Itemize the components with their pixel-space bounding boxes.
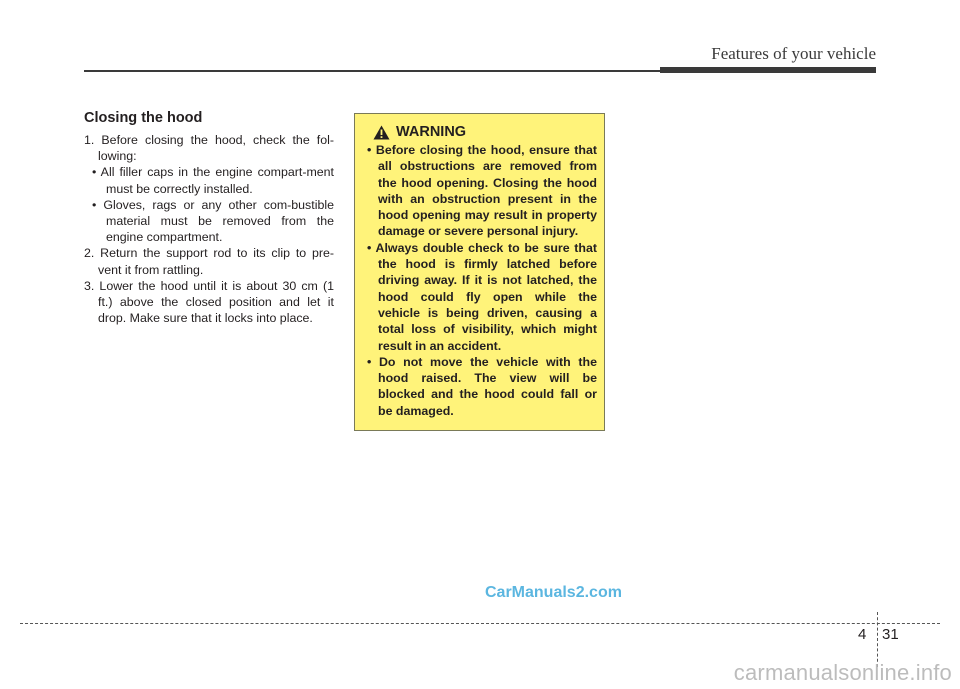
- bullet-filler-caps: • All filler caps in the engine compart-ment must be correctly installed.: [92, 165, 334, 196]
- step-1: 1. Before closing the hood, check the fol-lowing:: [84, 133, 334, 164]
- warning-item-latched: • Always double check to be sure that the hood is firmly latched before driving away. If it is not latched, the hood could fly open while the vehicle is being driven, causing a total loss of visibility, which might result in an accident.: [367, 240, 597, 353]
- header-rule-thin: [84, 70, 664, 72]
- page-number: 31: [882, 626, 899, 643]
- warning-item-obstructions: • Before closing the hood, ensure that all obstructions are removed from the hood opening. Closing the hood with an obstruction present in the hood opening may result in property damage or severe personal injury.: [367, 143, 597, 239]
- step-2: 2. Return the support rod to its clip to pre-vent it from rattling.: [84, 246, 334, 277]
- chapter-number: 4: [858, 626, 867, 643]
- warning-triangle-icon: [373, 125, 390, 140]
- page-number-divider: [877, 612, 878, 667]
- closing-hood-section: [84, 110, 334, 326]
- footer-dashed-rule: [20, 623, 940, 624]
- watermark-carmanuals2[interactable]: CarManuals2.com: [485, 584, 622, 601]
- warning-header: [373, 124, 597, 140]
- warning-box: [354, 113, 605, 431]
- watermark-carmanualsonline[interactable]: carmanualsonline.info: [733, 660, 952, 685]
- section-title: Closing the hood: [84, 110, 203, 126]
- section-header-title: Features of your vehicle: [711, 44, 876, 63]
- bullet-combustible-material: • Gloves, rags or any other com-bustible material must be removed from the engine compartment.: [92, 197, 334, 245]
- warning-item-hood-raised: • Do not move the vehicle with the hood raised. The view will be blocked and the hood could fall or be damaged.: [367, 354, 597, 418]
- step-3: 3. Lower the hood until it is about 30 cm (1 ft.) above the closed position and let it drop. Make sure that it locks into place.: [84, 278, 334, 326]
- warning-title: WARNING: [396, 124, 467, 140]
- header-rule-thick: [660, 67, 876, 73]
